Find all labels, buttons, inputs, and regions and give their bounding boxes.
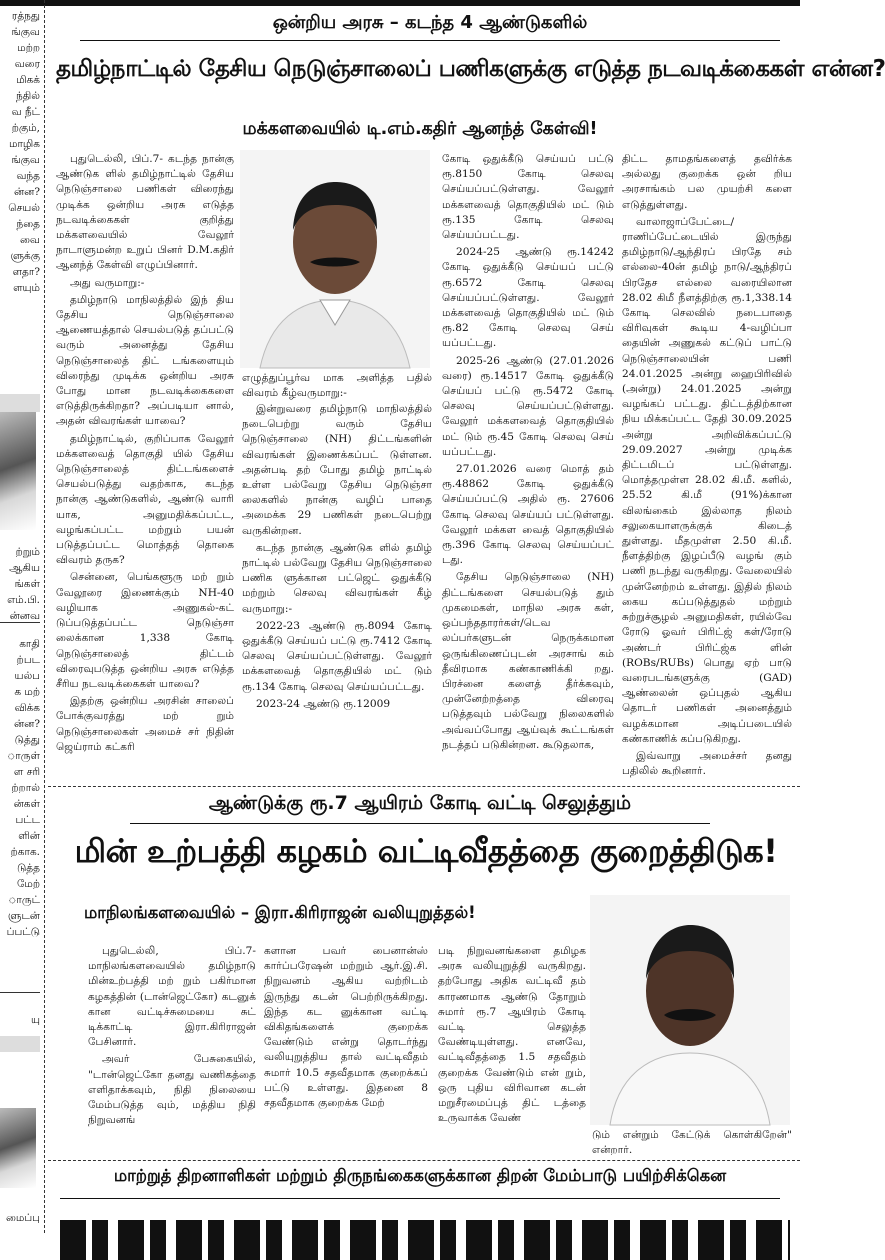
article2-headline: மின் உற்பத்தி கழகம் வட்டிவீதத்தை குறைத்திடுக!: [74, 832, 778, 870]
article1-photo-caption: எழுத்துப்பூர்வ மாக அளித்த பதில் விவரம் கீழ்வருமாறு:-: [242, 372, 432, 400]
paragraph: இன்றுவரை தமிழ்நாடு மாநிலத்தில் நடைபெற்று வரும் தேசிய நெடுஞ்சாலை (NH) திட்டங்களின் விவரங்கள் இணைக்கப்பட் டுள்ளன. அதன்படி தற் போது தமிழ் நாட்டில் உள்ள பல்வேறு தேசிய நெடுஞ்சா லைகளில் நான்கு வழிப் பாதை அமைக்க 29 பணிகள் நடைபெற்று வருகின்றன.: [242, 403, 432, 537]
article1-col2: [242, 402, 432, 782]
adjacent-text-fragment: ளுடன்: [7, 910, 40, 922]
paragraph: 2025-26 ஆண்டு (27.01.2026 வரை) ரூ.14517 கோடி ஒதுக்கீடு செய்யப் பட்டு ரூ.5472 கோடி செலவு செய்யப்பட்டுள்ளது. வேலூர் மக்களவைத் தொகுதியில் மட் டும் ரூ.45 கோடி செலவு செய் யப்பட்டது.: [442, 354, 614, 458]
adjacent-text-fragment: ங்குவ: [11, 26, 40, 38]
adjacent-text-fragment: ளயும்: [13, 282, 40, 294]
adjacent-text-fragment: மற்ற: [17, 42, 40, 54]
paragraph: தமிழ்நாட்டில், குறிப்பாக வேலூர் மக்களவைத் தொகுதி யில் தேசிய நெடுஞ்சாலைத் திட்டங்களைச் செயல்படுத்து வதற்காக, கடந்த நான்கு ஆண்டுகளில், ஆண்டு வாரி யாக, அனுமதிக்கப்பட்ட, வழங்கப்பட்ட மற்றும் பயன் படுத்தப்பட்ட மொத்தத் தொகை விவரம் தருக?: [56, 432, 234, 567]
paragraph: இவ்வாறு அமைச்சர் தனது பதிலில் கூறினார்.: [622, 749, 792, 778]
adjacent-text-fragment: ள சரி: [13, 766, 40, 778]
paragraph: தேசிய நெடுஞ்சாலை (NH) திட்டங்களை செயல்படுத் தும் முகமைகள், மாநில அரசு கள், ஒப்பந்ததாரர்கள்/டெவ லப்பர்களுடன் நெருக்கமான ஒருங்கிணைப்புடன் அரசாங் கம் தீவிரமாக கண்காணிக்கி றது. பிரச்னை களைத் தீர்க்கவும், முன்னேற்றத்தை விரைவு படுத்தவும் பல்வேறு நிலைகளில் அவ்வப்போது ஆய்வுக் கூட்டங்கள் நடத்தப் படுகின்றன. கூடுதலாக,: [442, 571, 614, 751]
adjacent-text-fragment: டுத்து: [14, 734, 40, 746]
adjacent-text-fragment: ளின்: [18, 830, 40, 842]
mp-portrait-photo: [240, 150, 430, 368]
paragraph: 2022-23 ஆண்டு ரூ.8094 கோடி ஒதுக்கீடு செய்யப் பட்டு ரூ.7412 கோடி செலவு செய்யப்பட்டுள்ளது. வேலூர் மக்களவைத் தொகுதியில் மட் டும் ரூ.134 கோடி செலவு செய்யப்பட்டது.: [242, 619, 432, 693]
article2-col1: [88, 944, 256, 1150]
article1-col4: [622, 152, 792, 782]
paragraph: வாலாஜாப்பேட்டை/ ராணிப்பேட்டையில் இருந்து தமிழ்நாடு/ஆந்திரப் பிரதே சம் எல்லை-40ன் தமிழ் நாடு/ஆந்திரப் பிரதேச எல்லை வரையிலான 28.02 கிமீ நீளத்திற்கு ரூ.1,338.14 கோடி செலவில் நடைபாதை விரிவுகள் கூடிய 4-வழிப்பா தையின் அணுகல் கட்டுப் பாட்டு நெடுஞ்சாலையின் பணி 24.01.2025 அன்று ஹைபிரிவில் (அன்று) 24.01.2025 அன்று வழங்கப் பட்டது. திட்டத்திற்கான நிய மிக்கப்பட்ட தேதி 30.09.2025 அன்று அறிவிக்கப்பட்டு 29.09.2027 அன்று முடிக்க திட்டமிடப் பட்டுள்ளது. மொத்தமுள்ள 28.02 கி.மீ. களில், 25.52 கி.மீ (91%)க்கான விலங்கைம் இல்லாத நிலம் சலுகையாளருக்குக் கிடைத் துள்ளது. மீதமுள்ள 2.50 கி.மீ. நீளத்திற்கு இழப்பீடு வழங் கும் பணி நடந்து வருகிறது. வேலையில் முன்னேற்றம் உள்ளது. இதில் நிலம் கைய கப்படுத்துதல் மற்றும் சுற்றுச்சூழல் அனுமதிகள், ரயில்வே ரோடு ஓவர் பிரிட்ஜ் கள்/ரோடு அண்டர் பிரிட்ஜ்க ளின் (ROBs/RUBs) பொது ஏற் பாடு வரைபடங்களுக்கு (GAD) ஆண்லைன் ஒப்புதல் ஆகிய தொடர் பணிகள் அனைத்தும் வழக்கமான அடிப்படையில் கண்காணிக் கப்படுகிறது.: [622, 215, 792, 745]
adjacent-text-fragment: க மற்: [14, 686, 40, 698]
adjacent-text-fragment: ளுக்கு: [10, 250, 40, 262]
headline-underline: [60, 1198, 780, 1199]
article3-cutoff-headline: [60, 1208, 790, 1248]
paragraph: களான பவர் பைனான்ஸ் கார்ப்பரேஷன் மற்றும் ஆர்.இ.சி. நிறுவனம் ஆகிய வற்றிடம் இருந்து கடன் பெற்றிருக்கிறது. இந்த கட னுக்கான வட்டி விகிதங்களைக் குறைக்க வேண்டும் என்று தொடர்ந்து வலியுறுத்திய தால் வட்டிவீதம் சுமார் 10.5 சதவீதமாக குறைக்கப் பட்டு உள்ளது. இதனை 8 சதவீதமாக குறைக்க மேற்: [264, 945, 428, 1110]
adjacent-photo: [0, 1108, 36, 1188]
adjacent-text-fragment: ற்கும்,: [11, 122, 40, 134]
article1-col1: [56, 152, 234, 782]
adjacent-text-fragment: ங்குவ: [11, 154, 40, 166]
adjacent-text-fragment: ஆகிய: [9, 562, 40, 574]
adjacent-text-fragment: மைப்பு: [5, 1212, 40, 1224]
article2-subhead: மாநிலங்களவையில் – இரா.கிரிராஜன் வலியுறுத்தல்!: [84, 903, 476, 922]
adjacent-text-fragment: ந்தை: [16, 218, 40, 230]
adjacent-text-fragment: வை: [20, 234, 40, 246]
adjacent-text-fragment: ன்ன?: [14, 186, 40, 198]
column-divider: [44, 0, 45, 1233]
adjacent-text-fragment: ற்றும்: [15, 546, 40, 558]
paragraph: புதுடெல்லி, பிப்.7- கடந்த நான்கு ஆண்டுக ளில் தமிழ்நாட்டில் தேசிய நெடுஞ்சாலை பணிகள் விரைந்து முடிக்க ஒன்றிய அரசு எடுத்த நடவடிக்கைகள் குறித்து மக்களவையில் வேலூர் நாடாளுமன்ற உறுப் பினர் D.M.கதிர் ஆனந்த் கேள்வி எழுப்பினார்.: [56, 153, 234, 272]
paragraph: கடந்த நான்கு ஆண்டுக ளில் தமிழ் நாட்டில் பல்வேறு தேசிய நெடுஞ்சாலை பணிக ளுக்கான பட்ஜெட் ஒதுக்கீடு மற்றும் செலவு விவரங்கள் கீழ் வருமாறு:-: [242, 541, 432, 615]
article1-headline: தமிழ்நாட்டில் தேசிய நெடுஞ்சாலைப் பணிகளுக்கு எடுத்த நடவடிக்கைகள் என்ன?: [56, 56, 885, 82]
adjacent-text-fragment: யு: [30, 1014, 40, 1026]
adjacent-text-fragment: யல்ப: [14, 670, 40, 682]
adjacent-text-fragment: மிகக்: [16, 74, 40, 86]
adjacent-text-fragment: ப்பட்டு: [6, 926, 40, 938]
article2-col3: [438, 944, 586, 1150]
adjacent-text-fragment: ந்தில்: [15, 90, 40, 102]
section-divider: [48, 786, 800, 787]
adjacent-text-fragment: ரத்நது: [11, 10, 40, 22]
mp-portrait-photo: [590, 895, 790, 1125]
top-border: [0, 0, 800, 6]
adjacent-divider: [0, 992, 40, 993]
adjacent-text-fragment: ற்காக.: [10, 846, 40, 858]
adjacent-text-fragment: ற்றால்: [11, 782, 40, 794]
person-icon: [590, 895, 790, 1125]
article1-col3: [442, 152, 614, 782]
adjacent-text-fragment: செயல்: [8, 202, 40, 214]
section-bar: [0, 394, 40, 412]
paragraph: படி நிறுவனங்களை தமிழக அரசு வலியுறுத்தி வருகிறது. தற்போது அதிக வட்டிவீ தம் காரணமாக ஆண்டு தோறும் சுமார் ரூ.7 ஆயிரம் கோடி வட்டி செலுத்த வேண்டியுள்ளது. எனவே, வட்டிவீதத்தை 1.5 சதவீதம் குறைக்க வேண்டும் என் றும், ஒரு புதிய விரிவான கடன் மறுசீரமைப்புத் திட் டத்தை உருவாக்க வேண்: [438, 945, 586, 1125]
article2-col2: [264, 944, 428, 1150]
adjacent-text-fragment: ங்கள்: [14, 578, 40, 590]
adjacent-photo: [0, 412, 36, 530]
paragraph: 2024-25 ஆண்டு ரூ.14242 கோடி ஒதுக்கீடு செய்யப் பட்டு ரூ.6572 கோடி செலவு செய்யப்பட்டுள்ளது. வேலூர் மக்களவைத் தொகுதியில் மட் டும் ரூ.82 கோடி செலவு செய் யப்பட்டது.: [442, 246, 614, 350]
paragraph: இதற்கு ஒன்றிய அரசின் சாலைப் போக்குவரத்து மற் றும் நெடுஞ்சாலைகள் அமைச் சர் நிதின் ஜெய்ராம் கட்கரி: [56, 695, 234, 753]
article1-subhead: மக்களவையில் டி.எம்.கதிர் ஆனந்த் கேள்வி!: [242, 119, 598, 139]
adjacent-text-fragment: எம்.பி.: [7, 594, 40, 606]
adjacent-text-fragment: ற்பட: [16, 654, 40, 666]
adjacent-text-fragment: மேற்: [16, 878, 40, 890]
article2-kicker: ஆண்டுக்கு ரூ.7 ஆயிரம் கோடி வட்டி செலுத்தும்: [208, 792, 632, 814]
adjacent-text-fragment: வரை: [14, 58, 40, 70]
adjacent-text-fragment: ன்னவ: [9, 610, 40, 622]
adjacent-text-fragment: விக்க: [14, 702, 40, 714]
paragraph: அவர் பேசுகையில், "டான்ஜெட்கோ தனது வணிகத்தை எளிதாக்கவும், நிதி நிலையை மேம்படுத்த வும், மத்திய நிதி நிறுவனங்: [88, 1053, 256, 1127]
article1-kicker: ஒன்றிய அரசு – கடந்த 4 ஆண்டுகளில்: [272, 12, 588, 33]
adjacent-text-fragment: வந்த: [16, 170, 40, 182]
person-icon: [240, 150, 430, 368]
adjacent-text-fragment: வ நீட்: [11, 106, 40, 118]
paragraph: புதுடெல்லி, பிப்.7- மாநிலங்களவையில் தமிழ்நாடு மின்உற்பத்தி மற் றும் பகிர்மான கழகத்தின் (டான்ஜெட்கோ) கடனுக் கான வட்டிச்சுமையை சுட் டிக்காட்டி இரா.கிரிராஜன் பேசினார்.: [88, 945, 256, 1049]
section-divider: [48, 1160, 800, 1161]
paragraph: சென்னை, பெங்களூரு மற் றும் வேலூரை இணைக்கும் NH-40 வழியாக அணுகல்-கட் டுப்படுத்தப்பட்ட நெடுஞ்சா லைக்கான 1,338 கோடி நெடுஞ்சாலைத் திட்டம் விரைவுபடுத்த ஒன்றிய அரசு எடுத்த சீரிய நடவடிக்கைகள் யாவை?: [56, 571, 234, 690]
article3-headline: மாற்றுத் திறனாளிகள் மற்றும் திருநங்கைகளுக்கான திறன் மேம்பாடு பயிற்சிக்கென: [113, 1166, 727, 1185]
paragraph: 2023-24 ஆண்டு ரூ.12009: [256, 697, 391, 710]
adjacent-text-fragment: பட்ட: [15, 814, 40, 826]
adjacent-text-fragment: ாருட்: [8, 894, 40, 906]
adjacent-text-fragment: மாழிக: [9, 138, 40, 150]
paragraph: திட்ட தாமதங்களைத் தவிர்க்க அல்லது குறைக்க ஒன் றிய அரசாங்கம் பல முயற்சி களை எடுத்துள்ளது.: [622, 153, 792, 211]
adjacent-text-fragment: காதி: [19, 638, 40, 650]
paragraph: தமிழ்நாடு மாநிலத்தில் இந் திய தேசிய நெடுஞ்சாலை ஆணையத்தால் செயல்படுத் தப்பட்டு வரும் அனைத்து தேசிய நெடுஞ்சாலைத் திட் டங்களையும் விரைந்து முடிக்க ஒன்றிய அரசு போது மான நடவடிக்கைகளை எடுத்திருக்கிறதா? அப்படியா னால், அதன் விவரங்கள் யாவை?: [56, 293, 234, 428]
paragraph: 27.01.2026 வரை மொத் தம் ரூ.48862 கோடி ஒதுக்கீடு செய்யப்பட்டு அதில் ரூ. 27606 கோடி செலவு செய்யப் பட்டுள்ளது. வேலூர் மக்கள வைத் தொகுதியில் ரூ.396 கோடி செலவு செய்யப்பட் டது.: [442, 463, 614, 567]
adjacent-text-fragment: டுத்த: [16, 862, 40, 874]
paragraph: அது வருமாறு:-: [70, 276, 145, 289]
adjacent-text-fragment: ாருள்: [7, 750, 40, 762]
left-adjacent-column: [0, 0, 40, 1233]
kicker-underline: [80, 40, 780, 41]
section-bar: [0, 1036, 40, 1052]
adjacent-text-fragment: ளதா?: [12, 266, 40, 278]
adjacent-text-fragment: ன்கள்: [13, 798, 40, 810]
article2-photo-caption: டும் என்றும் கேட்டுக் கொள்கிறேன்" என்றார்.: [592, 1129, 792, 1157]
paragraph: கோடி ஒதுக்கீடு செய்யப் பட்டு ரூ.8150 கோடி செலவு செய்யப்பட்டுள்ளது. வேலூர் மக்களவைத் தொகுதியில் மட் டும் ரூ.135 கோடி செலவு செய்யப்பட்டது.: [442, 153, 614, 242]
kicker-underline: [130, 823, 710, 824]
adjacent-text-fragment: ன்ன?: [14, 718, 40, 730]
